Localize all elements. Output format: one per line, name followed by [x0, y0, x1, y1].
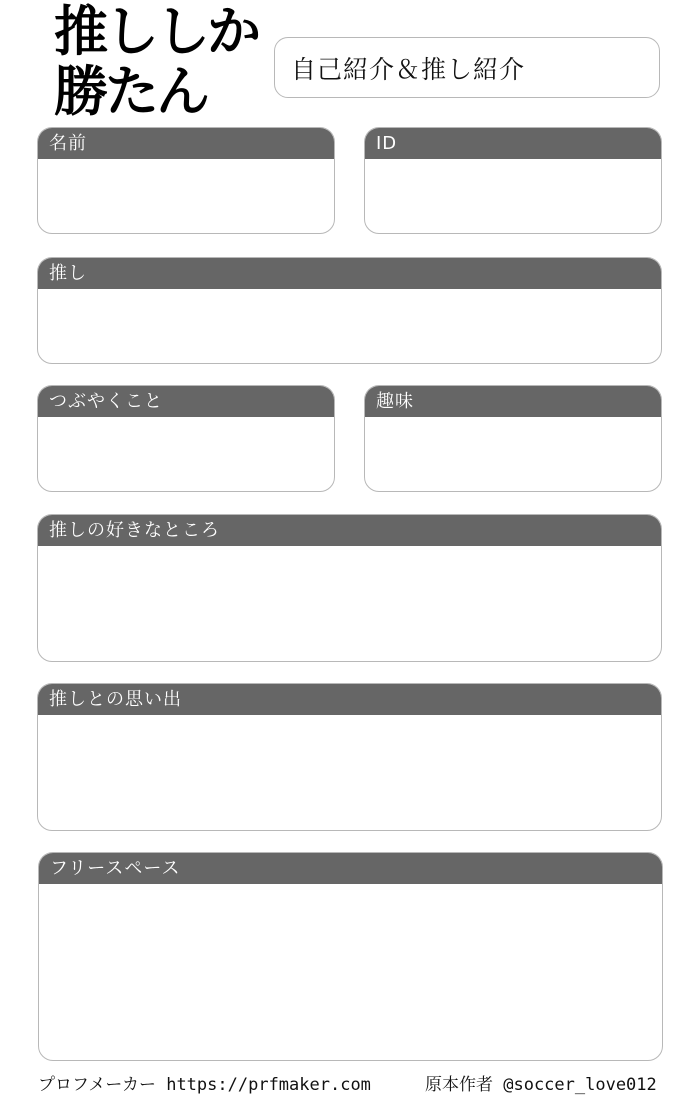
likes-card-label: 推しの好きなところ — [38, 515, 661, 546]
free-space-card-label: フリースペース — [39, 853, 662, 884]
subtitle-box — [274, 37, 660, 98]
free-space-card — [38, 852, 663, 1061]
id-field[interactable] — [365, 159, 661, 233]
footer-credit: 原本作者 @soccer_love012 — [425, 1075, 657, 1095]
hobby-field[interactable] — [365, 417, 661, 491]
oshi-card-label: 推し — [38, 258, 661, 289]
oshi-card — [37, 257, 662, 364]
name-card-label: 名前 — [38, 128, 334, 159]
hobby-card-label: 趣味 — [365, 386, 661, 417]
id-card — [364, 127, 662, 234]
likes-field[interactable] — [38, 546, 661, 661]
likes-card — [37, 514, 662, 662]
tweet-field[interactable] — [38, 417, 334, 491]
footer-maker-link[interactable]: プロフメーカー https://prfmaker.com — [38, 1075, 371, 1095]
id-card-label: ID — [365, 128, 661, 159]
hobby-card — [364, 385, 662, 492]
tweet-card-label: つぶやくこと — [38, 386, 334, 417]
subtitle-text: 自己紹介＆推し紹介 — [291, 54, 526, 84]
footer — [38, 1070, 668, 1095]
tweet-card — [37, 385, 335, 492]
memories-field[interactable] — [38, 715, 661, 830]
name-field[interactable] — [38, 159, 334, 233]
name-card — [37, 127, 335, 234]
logo-title — [54, 2, 264, 122]
oshi-field[interactable] — [38, 289, 661, 363]
logo-line-2: 勝たん — [54, 60, 207, 123]
memories-card-label: 推しとの思い出 — [38, 684, 661, 715]
logo-line-1: 推ししか — [54, 0, 258, 63]
free-space-field[interactable] — [39, 884, 662, 1060]
memories-card — [37, 683, 662, 831]
